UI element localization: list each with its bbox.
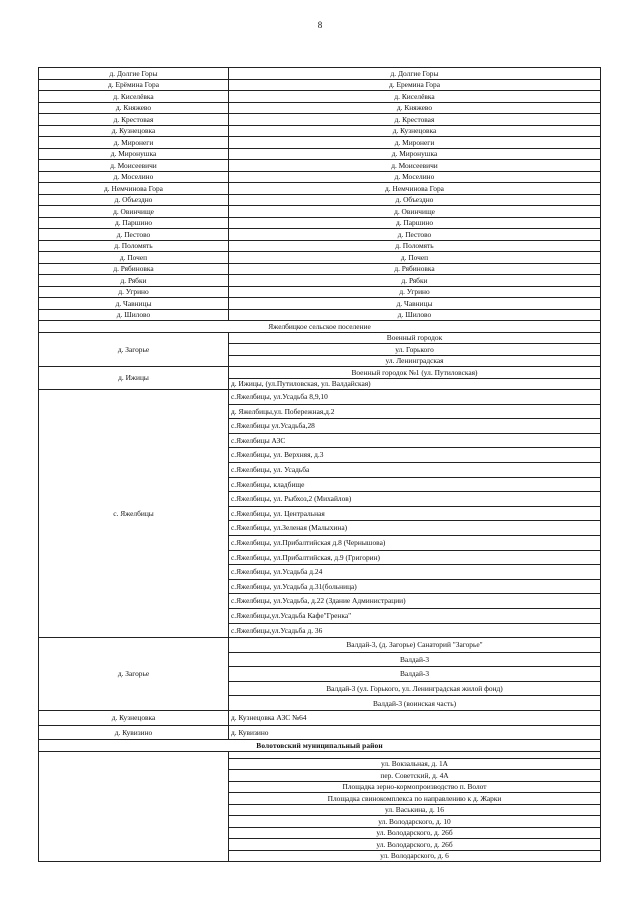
table-row (39, 240, 601, 252)
settlement-cell: д. Кузнецовка (39, 711, 229, 726)
settlement-cell: д. Долгие Горы (39, 68, 229, 80)
address-cell: д. Рябки (229, 275, 601, 287)
settlement-cell: д. Угрино (39, 286, 229, 298)
address-cell: с.Яжелбицы, кладбище (229, 477, 601, 492)
settlement-cell: д. Княжево (39, 102, 229, 114)
settlement-cell: д. Рябиновка (39, 263, 229, 275)
address-cell: Военный городок (229, 332, 601, 344)
settlement-cell: д. Овинчище (39, 206, 229, 218)
address-cell (229, 751, 601, 758)
address-cell: Валдай-3 (воинская часть) (229, 696, 601, 711)
address-cell: д. Объездно (229, 194, 601, 206)
address-cell: с.Яжелбицы, ул. Рыбхоз,2 (Михайлов) (229, 492, 601, 507)
address-cell: с.Яжелбицы, ул.Зеленая (Малыхина) (229, 521, 601, 536)
section-header-volot: Волотовский муниципальный район (39, 740, 601, 752)
address-cell: д. Шилово (229, 309, 601, 321)
address-cell: д. Немчинова Гора (229, 183, 601, 195)
address-cell: д. Поломять (229, 240, 601, 252)
address-cell: Валдай-3 (229, 652, 601, 667)
settlement-cell: д. Миронушка (39, 148, 229, 160)
address-cell: д. Крестовая (229, 114, 601, 126)
address-cell: д. Еремина Гора (229, 79, 601, 91)
settlement-cell: д. Крестовая (39, 114, 229, 126)
address-cell: с.Яжелбицы,ул.Усадьба Кафе"Гренка" (229, 608, 601, 623)
address-cell: д. Миронушка (229, 148, 601, 160)
table-row (39, 711, 601, 726)
table-row (39, 194, 601, 206)
address-cell: с.Яжелбицы АЗС (229, 433, 601, 448)
address-cell: ул. Горького (229, 344, 601, 356)
address-cell: д. Паршино (229, 217, 601, 229)
table-row (39, 309, 601, 321)
settlement-cell: д. Моисеевичи (39, 160, 229, 172)
address-cell: д. Пестово (229, 229, 601, 241)
settlement-cell: д. Ерёмина Гора (39, 79, 229, 91)
address-cell: с.Яжелбицы,ул.Усадьба д. 36 (229, 623, 601, 638)
address-cell: д. Кувизино (229, 725, 601, 740)
settlement-cell: д. Немчинова Гора (39, 183, 229, 195)
table-row (39, 638, 601, 653)
address-cell: д. Рябиновка (229, 263, 601, 275)
page-number: 8 (317, 20, 323, 30)
address-cell: с.Яжелбицы ул.Усадьба,28 (229, 419, 601, 434)
address-table (38, 67, 601, 862)
address-cell: Военный городок №1 (ул. Путиловская) (229, 367, 601, 379)
table-row (39, 275, 601, 287)
address-cell: с.Яжелбицы, ул.Усадьба 8,9,10 (229, 390, 601, 405)
address-table-body (39, 68, 601, 862)
table-row (39, 102, 601, 114)
address-cell: Площадка свинокомплекса по направлению к д. Жарки (229, 793, 601, 805)
section-header-yazhelbitsy: Яжелбицкое сельское поселение (39, 321, 601, 333)
address-cell: д. Ижицы, (ул.Путиловская, ул. Валдайская) (229, 378, 601, 390)
address-cell: с.Яжелбицы, ул. Центральная (229, 506, 601, 521)
address-cell: д. Моселино (229, 171, 601, 183)
settlement-cell: д. Моселино (39, 171, 229, 183)
table-row (39, 298, 601, 310)
table-row (39, 171, 601, 183)
address-cell: д. Кузнецовка (229, 125, 601, 137)
table-row (39, 367, 601, 379)
address-cell: д. Киселёвка (229, 91, 601, 103)
table-row (39, 148, 601, 160)
address-cell: д. Княжево (229, 102, 601, 114)
address-cell: ул. Ленинградская (229, 355, 601, 367)
table-row (39, 263, 601, 275)
address-cell: д. Почеп (229, 252, 601, 264)
settlement-cell: с. Яжелбицы (39, 390, 229, 638)
table-row (39, 725, 601, 740)
address-cell: д. Овинчище (229, 206, 601, 218)
table-row (39, 390, 601, 405)
address-cell: с.Яжелбицы, ул. Усадьба (229, 462, 601, 477)
address-cell: ул. Володарского, д. 6 (229, 850, 601, 862)
section-row (39, 321, 601, 333)
settlement-cell: д. Ижицы (39, 367, 229, 390)
address-cell: с.Яжелбицы, ул.Усадьба д.31(больница) (229, 579, 601, 594)
address-cell: д. Миронеги (229, 137, 601, 149)
address-cell: с.Яжелбицы, ул.Прибалтийская д.8 (Чернышова) (229, 535, 601, 550)
table-row (39, 91, 601, 103)
settlement-cell: д. Киселёвка (39, 91, 229, 103)
table-row (39, 252, 601, 264)
address-cell: ул. Володарского, д. 10 (229, 816, 601, 828)
address-cell: д. Яжелбицы,ул. Побережная,д.2 (229, 404, 601, 419)
settlement-cell: д. Кувизино (39, 725, 229, 740)
address-cell: ул. Васькина, д. 16 (229, 804, 601, 816)
settlement-cell: д. Поломять (39, 240, 229, 252)
settlement-cell: д. Рябки (39, 275, 229, 287)
address-cell: с.Яжелбицы, ул.Усадьба д.24 (229, 565, 601, 580)
address-cell: с.Яжелбицы, ул. Верхняя, д.3 (229, 448, 601, 463)
table-row (39, 125, 601, 137)
table-row (39, 68, 601, 80)
settlement-cell: д. Кузнецовка (39, 125, 229, 137)
address-cell: с.Яжелбицы, ул.Прибалтийская, д.9 (Григорин) (229, 550, 601, 565)
table-row (39, 206, 601, 218)
address-cell: ул. Володарского, д. 26б (229, 839, 601, 851)
settlement-cell: д. Шилово (39, 309, 229, 321)
address-cell: пер. Советский, д. 4А (229, 770, 601, 782)
section-row (39, 740, 601, 752)
settlement-cell: д. Пестово (39, 229, 229, 241)
table-row (39, 114, 601, 126)
settlement-cell: д. Почеп (39, 252, 229, 264)
table-row (39, 217, 601, 229)
table-row (39, 229, 601, 241)
address-cell: д. Угрино (229, 286, 601, 298)
table-row (39, 183, 601, 195)
address-cell: д. Чавницы (229, 298, 601, 310)
address-cell: с.Яжелбицы, ул.Усадьба, д.22 (Здание Администрации) (229, 594, 601, 609)
settlement-cell: д. Чавницы (39, 298, 229, 310)
address-cell: д. Кузнецовка АЗС №64 (229, 711, 601, 726)
address-cell: Площадка зерно-кормопроизводство п. Волот (229, 781, 601, 793)
settlement-cell (39, 751, 229, 862)
spacer-row (39, 751, 601, 758)
address-cell: Валдай-3 (ул. Горького, ул. Ленинградская жилой фонд) (229, 681, 601, 696)
address-cell: ул. Володарского, д. 26б (229, 827, 601, 839)
settlement-cell: д. Миронеги (39, 137, 229, 149)
table-row (39, 332, 601, 344)
address-cell: д. Долгие Горы (229, 68, 601, 80)
settlement-cell: д. Паршино (39, 217, 229, 229)
table-row (39, 286, 601, 298)
table-row (39, 79, 601, 91)
address-cell: Валдай-3 (229, 667, 601, 682)
settlement-cell: д. Объездно (39, 194, 229, 206)
address-cell: д. Моисеевичи (229, 160, 601, 172)
address-cell: Валдай-3, (д. Загорье) Санаторий "Загорье" (229, 638, 601, 653)
address-cell: ул. Вокзальная, д. 1А (229, 758, 601, 770)
settlement-cell: д. Загорье (39, 638, 229, 711)
table-row (39, 160, 601, 172)
settlement-cell: д. Загорье (39, 332, 229, 367)
table-row (39, 137, 601, 149)
